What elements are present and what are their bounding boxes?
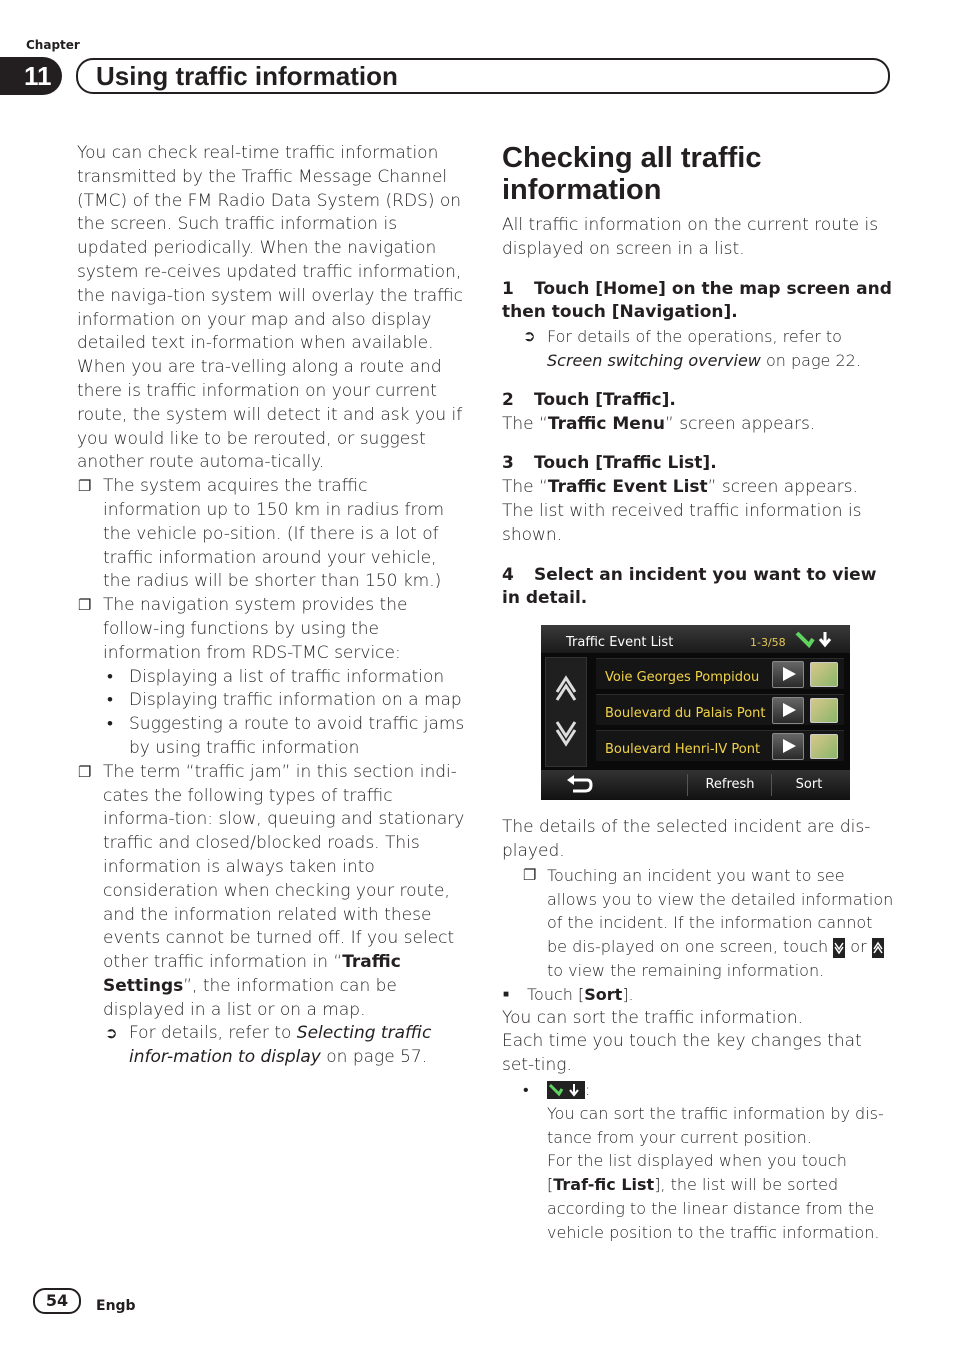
step-2-result: The “Traffic Menu” screen appears. (502, 413, 816, 434)
list-item: • Suggesting a route to avoid traffic jams by using traffic information (107, 714, 465, 758)
sort-toggle-description: Each time you touch the key changes that set-ting. (502, 1031, 862, 1076)
sort-description: You can sort the traffic information. (502, 1007, 804, 1028)
step-1: 1 Touch [Home] on the map screen and then touch [Navigation]. (502, 278, 892, 323)
chapter-title: Using traffic information (76, 58, 890, 94)
note-functions: ❐ The navigation system provides the follow-ing functions by using the information from RDS-TMC service: (78, 595, 408, 663)
arrow-right-icon: ➲ (105, 1024, 118, 1043)
step-4: 4 Select an incident you want to view in detail. (502, 564, 877, 609)
traffic-event-list-screenshot (541, 625, 850, 800)
traffic-settings-term: Traffic Settings (103, 952, 401, 996)
play-button[interactable] (772, 697, 804, 724)
reference-note: ➲ For details, refer to Selecting traffic infor-mation to display on page 57. (105, 1023, 432, 1068)
list-item: • Displaying a list of traffic information (77, 666, 469, 690)
step-3-result: The “Traffic Event List” screen appears. (502, 477, 858, 498)
step-1-reference: ➲ For details of the operations, refer to Screen switching overview on page 22. (523, 327, 861, 370)
sort-distance-icon[interactable] (795, 629, 839, 649)
square-bullet-icon: ■ (503, 988, 510, 1000)
sort-distance-list-detail: For the list displayed when you touch [Traf-fic List], the list will be sorted according to the linear distance from the vehicle position to the traffic information. (547, 1151, 880, 1242)
checkbox-square-icon: ❐ (523, 865, 537, 884)
incident-name[interactable]: Boulevard Henri-IV Pont (605, 742, 761, 758)
language-code: Engb (96, 1298, 136, 1314)
bullet-icon: • (107, 714, 113, 735)
scroll-bar[interactable] (545, 657, 587, 767)
note-radius: ❐ The system acquires the traffic information up to 150 km in radius from the vehicle po-sition. (If there is a lot of traffic information around your vehicle, the radius will be shorter than 150 km.) (78, 476, 445, 592)
touch-note: ❐ Touching an incident you want to see allows you to view the detailed information of the incident. If the information cannot be dis-played on one screen, touch or to view the remaining information. (523, 865, 894, 980)
screen-title-bar (541, 625, 850, 653)
section-intro: All traffic information on the current route is displayed on screen in a list. (502, 215, 879, 259)
page-indicator: 1-3/58 (750, 636, 786, 650)
right-column (502, 142, 894, 1245)
reference-title: Selecting traffic infor-mation to display (129, 1023, 432, 1068)
sort-button[interactable]: Sort (771, 774, 846, 796)
checkbox-square-icon: ❐ (78, 762, 92, 781)
arrow-right-icon: ➲ (523, 327, 536, 346)
checkbox-square-icon: ❐ (78, 596, 92, 615)
incident-name[interactable]: Voie Georges Pompidou (605, 670, 760, 686)
step-2: 2 Touch [Traffic]. (502, 389, 676, 410)
checkbox-square-icon: ❐ (78, 477, 92, 496)
screen-title: Traffic Event List (566, 635, 674, 651)
list-item: • Displaying traffic information on a map (77, 689, 469, 713)
play-button[interactable] (772, 661, 804, 688)
sort-instruction: ■ Touch [Sort]. (502, 983, 894, 1007)
note-traffic-jam: ❐ The term “traffic jam” in this section indi-cates the following types of traffic informa-tion: slow, queuing and stationary traffic and closed/blocked roads. This information is always taken into consideration when checking your route, and the information related with these events cannot be turned off. If you select other traffic information in “Traffic Settings”, the information can be displayed in a list or on a map. (78, 761, 465, 1020)
incident-name[interactable]: Boulevard du Palais Pont (605, 706, 766, 722)
section-heading: Checking all traffic information (502, 142, 762, 206)
back-icon[interactable] (565, 774, 593, 796)
refresh-button[interactable]: Refresh (687, 774, 772, 796)
sort-distance-icon (547, 1081, 585, 1099)
sort-distance-detail: You can sort the traffic information by dis-tance from your current position. (547, 1103, 884, 1147)
bullet-icon: • (523, 1079, 529, 1099)
details-paragraph: The details of the selected incident are dis-played. (502, 817, 871, 861)
intro-paragraph: You can check real-time traffic information transmitted by the Traffic Message Channel (TMC) of the FM Radio Data System (RDS) on the screen. Such traffic information is updated periodically. When the navigation system re-ceives updated traffic information, the naviga-tion system will overlay the traffic information on your map and also display detailed text in-formation when available. When you are tra-velling along a route and there is traffic information on your current route, the system will detect it and ask you if you would like to be rerouted, or suggest another route automa-tically. (77, 143, 464, 473)
left-column (77, 142, 469, 1070)
sort-distance-option: • : (502, 1078, 894, 1102)
map-icon[interactable] (810, 734, 838, 759)
bullet-icon: • (107, 690, 113, 711)
scroll-up-icon (872, 938, 884, 958)
step-3-detail: The list with received traffic information is shown. (502, 500, 862, 545)
map-icon[interactable] (810, 662, 838, 687)
page-number: 54 (33, 1288, 81, 1314)
scroll-up-icon[interactable] (554, 672, 578, 702)
table-row[interactable] (596, 694, 844, 725)
play-button[interactable] (772, 733, 804, 760)
table-row[interactable] (596, 658, 844, 689)
scroll-down-icon[interactable] (554, 720, 578, 750)
chapter-number: 11 (0, 57, 62, 95)
chapter-label: Chapter (26, 38, 80, 52)
map-icon[interactable] (810, 698, 838, 723)
bullet-icon: • (107, 666, 113, 687)
scroll-down-icon (833, 938, 845, 958)
step-3: 3 Touch [Traffic List]. (502, 453, 717, 474)
table-row[interactable] (596, 730, 844, 761)
screen-bottom-bar (541, 770, 850, 800)
